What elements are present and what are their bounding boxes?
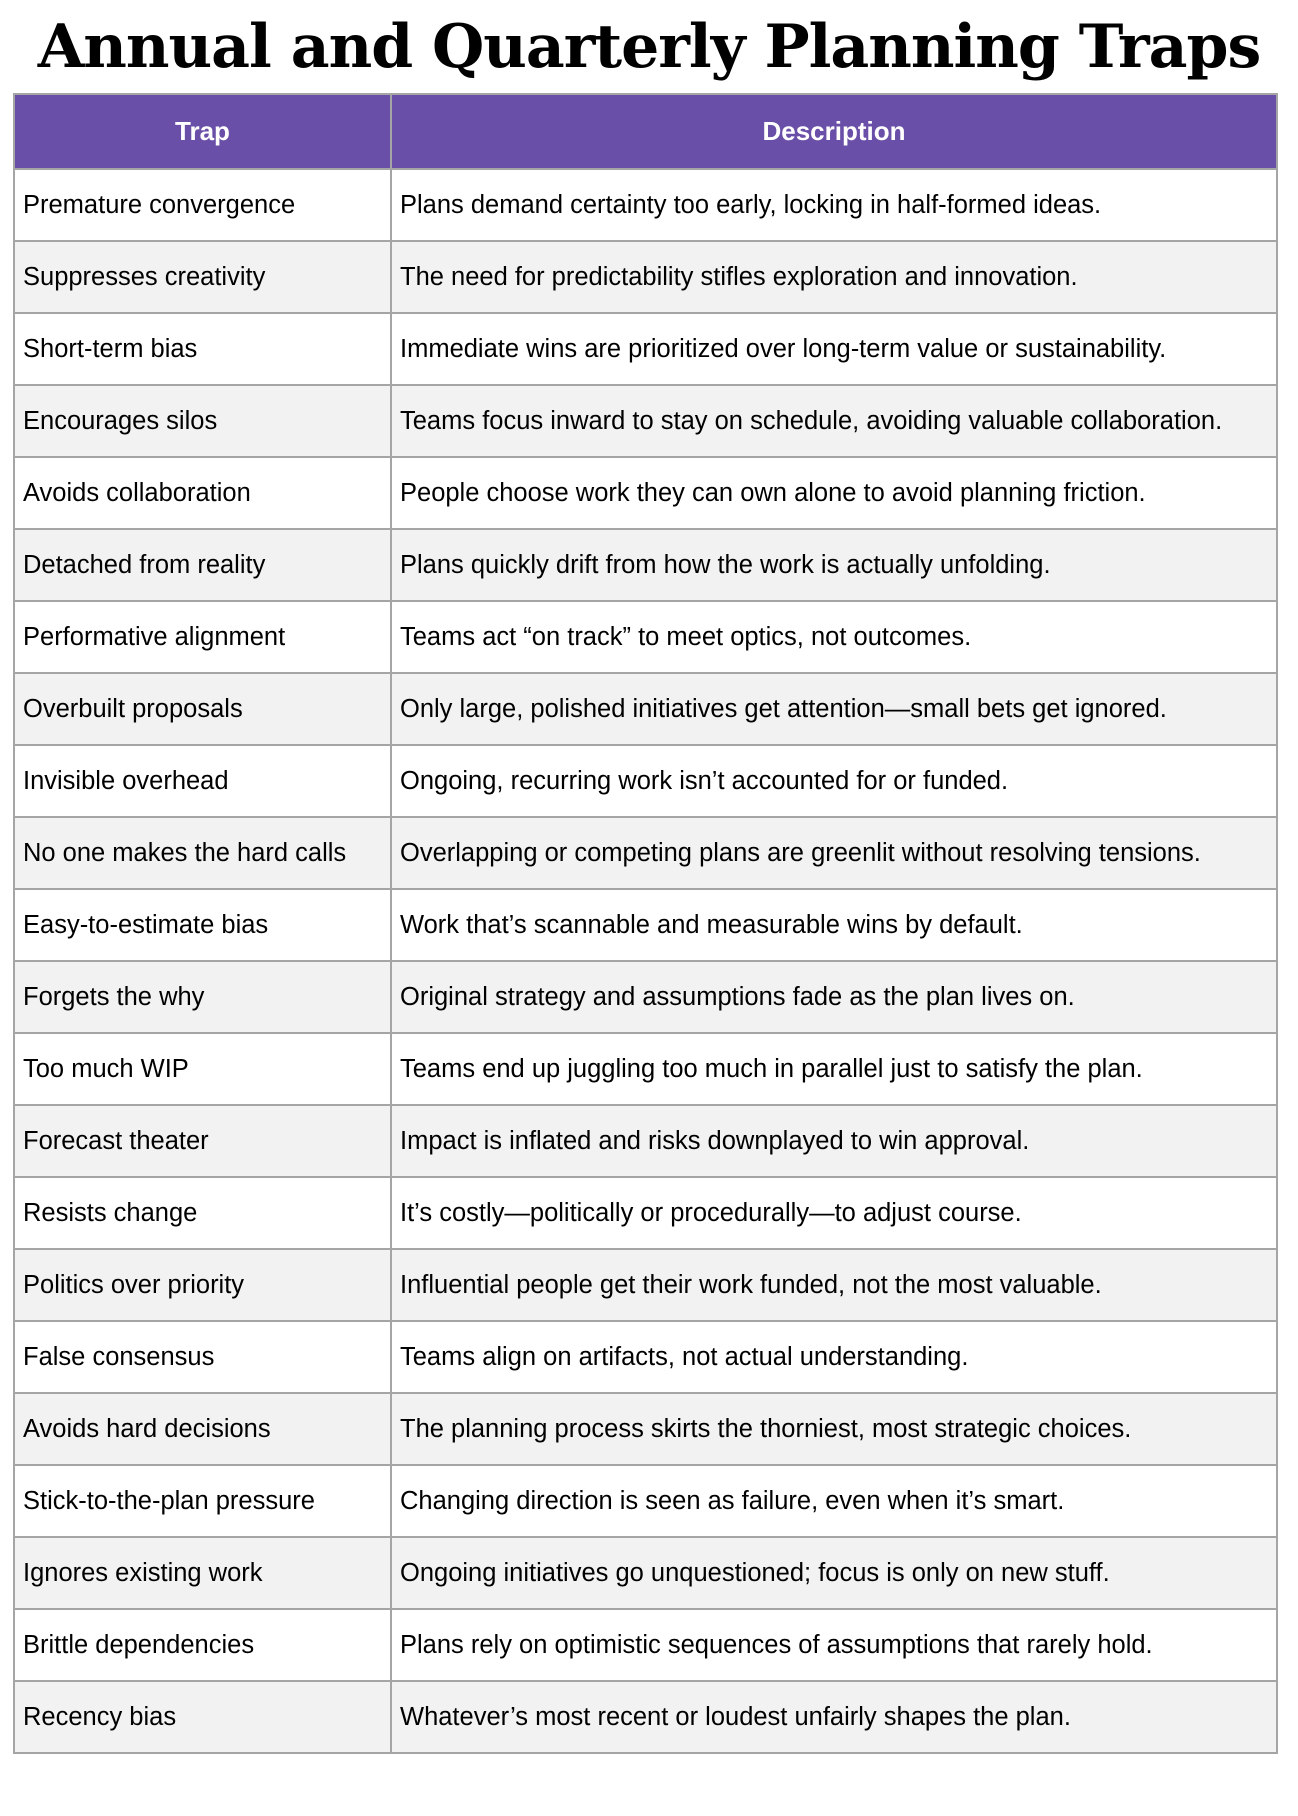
table-row xyxy=(14,889,1277,961)
description-cell: Teams end up juggling too much in parallel just to satisfy the plan. xyxy=(391,1033,1277,1105)
description-cell: Ongoing, recurring work isn’t accounted for or funded. xyxy=(391,745,1277,817)
description-cell: Work that’s scannable and measurable wins by default. xyxy=(391,889,1277,961)
table-row xyxy=(14,385,1277,457)
trap-cell: Avoids collaboration xyxy=(14,457,391,529)
description-cell: Changing direction is seen as failure, even when it’s smart. xyxy=(391,1465,1277,1537)
table-row xyxy=(14,1177,1277,1249)
table-row xyxy=(14,673,1277,745)
table-row xyxy=(14,457,1277,529)
trap-cell: Suppresses creativity xyxy=(14,241,391,313)
trap-cell: Short-term bias xyxy=(14,313,391,385)
trap-cell: Avoids hard decisions xyxy=(14,1393,391,1465)
trap-cell: Ignores existing work xyxy=(14,1537,391,1609)
trap-cell: Invisible overhead xyxy=(14,745,391,817)
description-cell: Plans demand certainty too early, locking in half-formed ideas. xyxy=(391,169,1277,241)
table-row xyxy=(14,1609,1277,1681)
table-row xyxy=(14,1321,1277,1393)
trap-cell: False consensus xyxy=(14,1321,391,1393)
description-cell: Plans quickly drift from how the work is actually unfolding. xyxy=(391,529,1277,601)
trap-cell: No one makes the hard calls xyxy=(14,817,391,889)
trap-cell: Easy-to-estimate bias xyxy=(14,889,391,961)
description-cell: Teams act “on track” to meet optics, not outcomes. xyxy=(391,601,1277,673)
page-title: Annual and Quarterly Planning Traps xyxy=(37,12,1261,82)
trap-cell: Politics over priority xyxy=(14,1249,391,1321)
table-row xyxy=(14,313,1277,385)
trap-cell: Stick-to-the-plan pressure xyxy=(14,1465,391,1537)
description-cell: Original strategy and assumptions fade as the plan lives on. xyxy=(391,961,1277,1033)
trap-cell: Detached from reality xyxy=(14,529,391,601)
description-cell: Only large, polished initiatives get attention—small bets get ignored. xyxy=(391,673,1277,745)
column-header-trap: Trap xyxy=(14,94,391,169)
table-row xyxy=(14,169,1277,241)
description-cell: The planning process skirts the thorniest, most strategic choices. xyxy=(391,1393,1277,1465)
description-cell: Whatever’s most recent or loudest unfairly shapes the plan. xyxy=(391,1681,1277,1753)
table-body xyxy=(14,169,1277,1753)
trap-cell: Too much WIP xyxy=(14,1033,391,1105)
table-row xyxy=(14,961,1277,1033)
description-cell: Influential people get their work funded, not the most valuable. xyxy=(391,1249,1277,1321)
table-row xyxy=(14,745,1277,817)
trap-cell: Forecast theater xyxy=(14,1105,391,1177)
trap-cell: Brittle dependencies xyxy=(14,1609,391,1681)
table-row xyxy=(14,817,1277,889)
description-cell: Teams align on artifacts, not actual understanding. xyxy=(391,1321,1277,1393)
table-row xyxy=(14,601,1277,673)
trap-cell: Resists change xyxy=(14,1177,391,1249)
trap-cell: Recency bias xyxy=(14,1681,391,1753)
description-cell: People choose work they can own alone to avoid planning friction. xyxy=(391,457,1277,529)
table-row xyxy=(14,1105,1277,1177)
table-row xyxy=(14,241,1277,313)
trap-cell: Forgets the why xyxy=(14,961,391,1033)
description-cell: Immediate wins are prioritized over long-term value or sustainability. xyxy=(391,313,1277,385)
table-row xyxy=(14,1393,1277,1465)
column-header-description: Description xyxy=(391,94,1277,169)
table-row xyxy=(14,1249,1277,1321)
table-header-row xyxy=(14,94,1277,169)
trap-cell: Encourages silos xyxy=(14,385,391,457)
trap-cell: Performative alignment xyxy=(14,601,391,673)
traps-table xyxy=(13,93,1278,1754)
description-cell: Impact is inflated and risks downplayed to win approval. xyxy=(391,1105,1277,1177)
description-cell: It’s costly—politically or procedurally—to adjust course. xyxy=(391,1177,1277,1249)
trap-cell: Premature convergence xyxy=(14,169,391,241)
description-cell: Ongoing initiatives go unquestioned; focus is only on new stuff. xyxy=(391,1537,1277,1609)
table-row xyxy=(14,1465,1277,1537)
table-row xyxy=(14,529,1277,601)
description-cell: Overlapping or competing plans are greenlit without resolving tensions. xyxy=(391,817,1277,889)
trap-cell: Overbuilt proposals xyxy=(14,673,391,745)
description-cell: The need for predictability stifles exploration and innovation. xyxy=(391,241,1277,313)
table-row xyxy=(14,1033,1277,1105)
table-row xyxy=(14,1537,1277,1609)
description-cell: Plans rely on optimistic sequences of assumptions that rarely hold. xyxy=(391,1609,1277,1681)
description-cell: Teams focus inward to stay on schedule, avoiding valuable collaboration. xyxy=(391,385,1277,457)
table-row xyxy=(14,1681,1277,1753)
